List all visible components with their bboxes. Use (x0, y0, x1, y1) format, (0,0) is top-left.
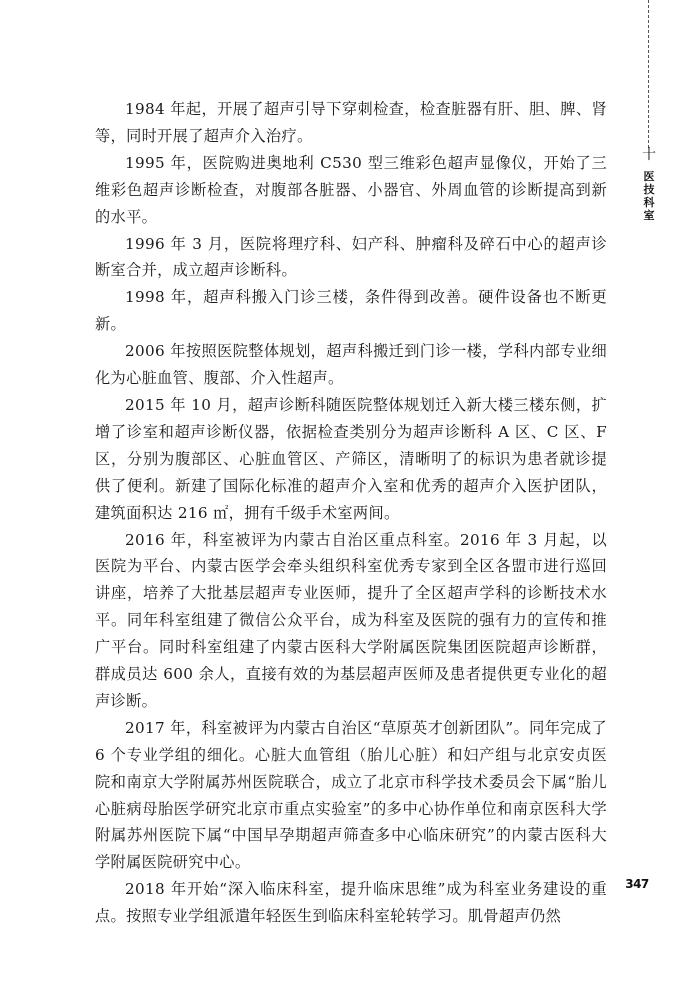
paragraph: 2018 年开始“深入临床科室，提升临床思维”成为科室业务建设的重点。按照专业学组派遣年轻医生到临床科室轮转学习。肌骨超声仍然 (95, 880, 607, 926)
paragraph: 1996 年 3 月，医院将理疗科、妇产科、肿瘤科及碎石中心的超声诊断室合并，成立超声诊断科。 (95, 234, 607, 280)
margin-dashed-rule (648, 0, 649, 148)
chapter-title: 医技科室 (643, 170, 655, 222)
paragraph: 1984 年起，开展了超声引导下穿刺检查，检查脏器有肝、胆、脾、肾等，同时开展了超声介入治疗。 (95, 100, 607, 145)
paragraph: 1998 年，超声科搬入门诊三楼，条件得到改善。硬件设备也不断更新。 (95, 288, 607, 334)
page-number: 347 (625, 877, 649, 891)
body-text (95, 96, 607, 930)
paragraph: 2006 年按照医院整体规划，超声科搬迁到门诊一楼，学科内部专业细化为心脏血管、腹部、介入性超声。 (95, 342, 607, 388)
paragraph: 2017 年，科室被评为内蒙古自治区“草原英才创新团队”。同年完成了 6 个专业学组的细化。心脏大血管组（胎儿心脏）和妇产组与北京安贞医院和南京大学附属苏州医院联合，成立了北京市科学技术委员会下属“胎儿心脏病母胎医学研究北京市重点实验室”的多中心协作单位和南京医科大学附属苏州医院下属“中国早孕期超声筛查多中心临床研究”的内蒙古医科大学附属医院研究中心。 (95, 718, 607, 872)
chapter-number: 十 (642, 147, 656, 163)
paragraph: 2016 年，科室被评为内蒙古自治区重点科室。2016 年 3 月起，以医院为平台、内蒙古医学会牵头组织科室优秀专家到全区各盟市进行巡回讲座，培养了大批基层超声专业医师，提升了全区超声学科的诊断技术水平。同年科室组建了微信公众平台，成为科室及医院的强有力的宣传和推广平台。同时科室组建了内蒙古医科大学附属医院集团医院超声诊断群，群成员达 600 余人，直接有效的为基层超声医师及患者提供更专业化的超声诊断。 (95, 530, 607, 710)
paragraph: 1995 年，医院购进奥地利 C530 型三维彩色超声显像仪，开始了三维彩色超声诊断检查，对腹部各脏器、小器官、外周血管的诊断提高到新的水平。 (95, 153, 607, 226)
paragraph: 2015 年 10 月，超声诊断科随医院整体规划迁入新大楼三楼东侧，扩增了诊室和超声诊断仪器，依据检查类别分为超声诊断科 A 区、C 区、F 区，分别为腹部区、心脏血管区、产筛区，清晰明了的标识为患者就诊提供了便利。新建了国际化标准的超声介入室和优秀的超声介入医护团队，建筑面积达 216 ㎡，拥有千级手术室两间。 (95, 395, 607, 522)
